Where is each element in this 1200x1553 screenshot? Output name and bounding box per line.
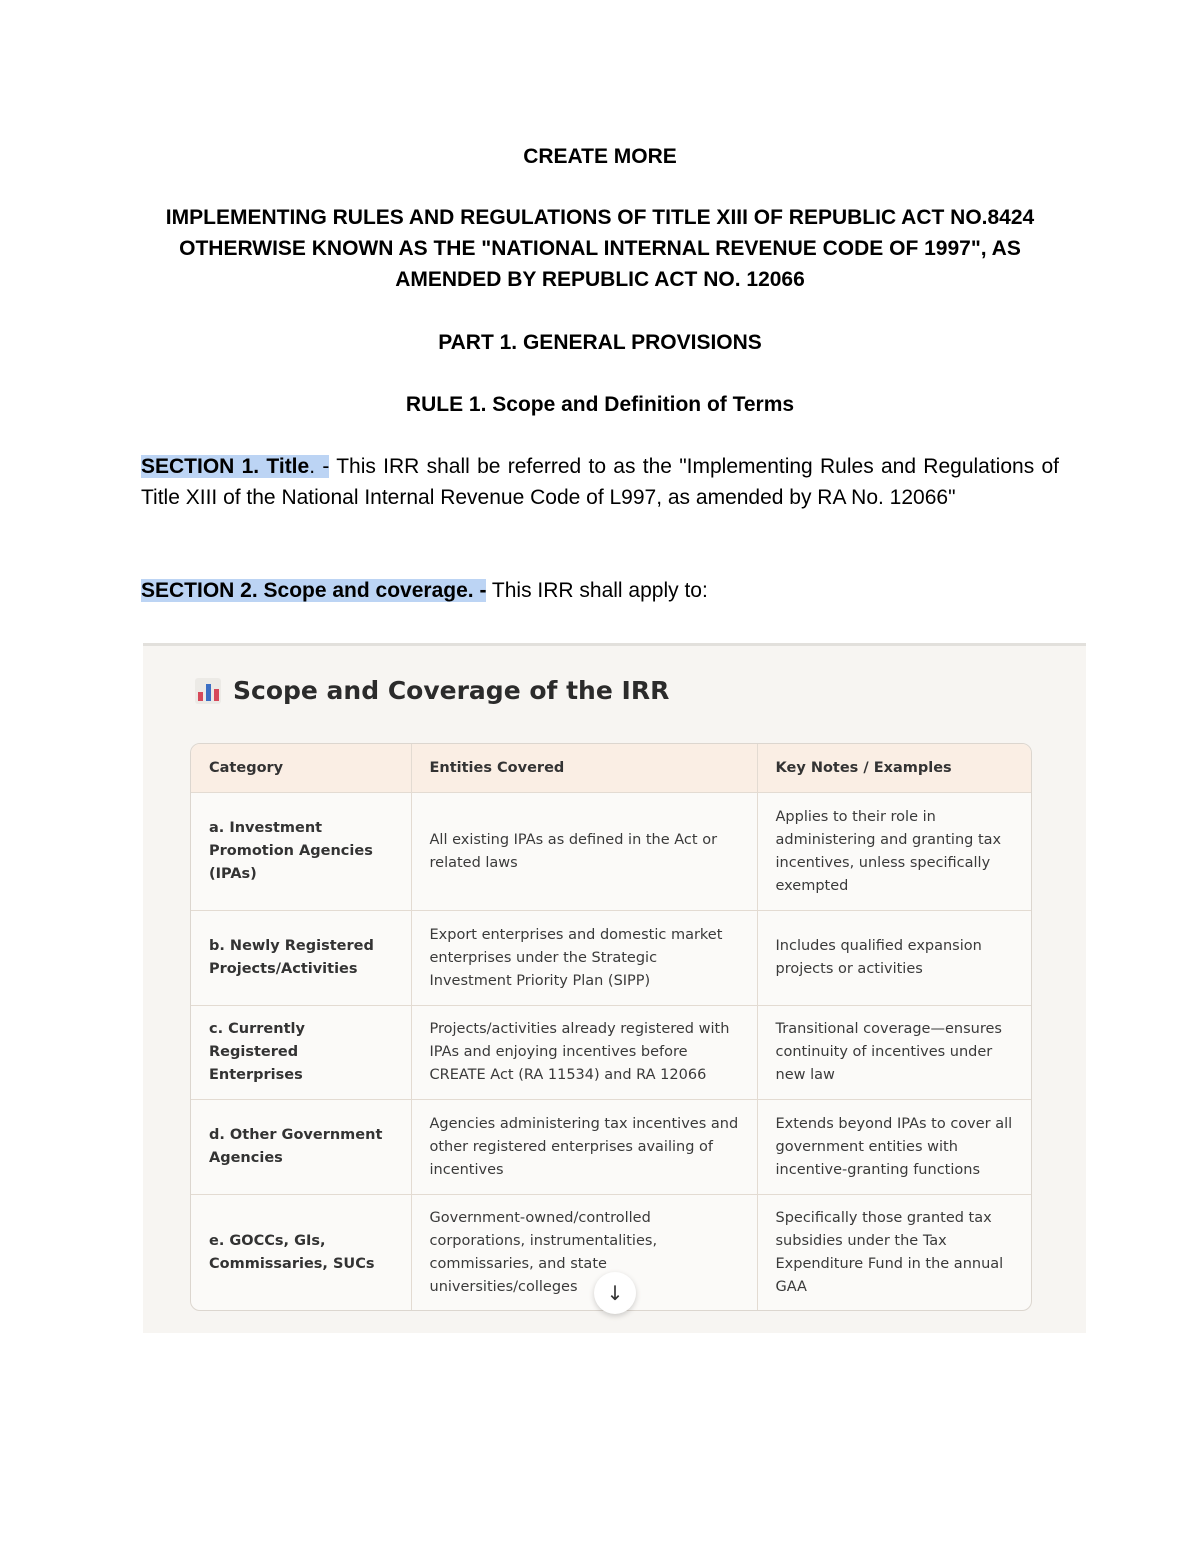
screenshot-title — [195, 676, 669, 705]
cell-category: a. Investment Promotion Agencies (IPAs) — [191, 793, 411, 911]
cell-entities: All existing IPAs as defined in the Act or related laws — [411, 793, 757, 911]
cell-category: b. Newly Registered Projects/Activities — [191, 911, 411, 1006]
cell-notes: Applies to their role in administering and granting tax incentives, unless specifically exempted — [757, 793, 1031, 911]
table-row — [191, 1006, 1031, 1100]
cell-notes: Extends beyond IPAs to cover all government entities with incentive-granting functions — [757, 1100, 1031, 1195]
table-row — [191, 1100, 1031, 1195]
document-title: CREATE MORE — [523, 145, 677, 168]
cell-notes: Transitional coverage—ensures continuity of incentives under new law — [757, 1006, 1031, 1100]
cell-notes: Specifically those granted tax subsidies under the Tax Expenditure Fund in the annual GAA — [775, 1209, 1004, 1295]
scroll-down-button[interactable] — [594, 1272, 636, 1314]
part-heading: PART 1. GENERAL PROVISIONS — [438, 331, 762, 354]
screenshot-title-text: Scope and Coverage of the IRR — [233, 676, 670, 705]
arrow-down-icon: ↓ — [606, 1281, 624, 1305]
cell-entities: Agencies administering tax incentives and other registered enterprises availing of incentives — [411, 1100, 757, 1195]
rule-heading: RULE 1. Scope and Definition of Terms — [405, 393, 795, 416]
cell-notes: Includes qualified expansion projects or activities — [757, 911, 1031, 1006]
embedded-screenshot — [143, 643, 1086, 1333]
header-entities: Entities Covered — [411, 744, 757, 793]
cell-entities: Government-owned/controlled corporations, instrumentalities, commissaries, and state universities/colleges — [411, 1195, 757, 1311]
section-1 — [141, 451, 1059, 513]
bar-chart-icon — [195, 678, 221, 704]
section-1-label: SECTION 1. Title — [141, 455, 310, 478]
table-row — [191, 911, 1031, 1006]
scope-table — [190, 743, 1032, 1311]
header-category: Category — [191, 744, 411, 793]
section-2-label: SECTION 2. Scope and coverage. - — [141, 579, 487, 602]
cell-category: d. Other Government Agencies — [191, 1100, 411, 1195]
section-1-text: This IRR shall be referred to as the "Implementing Rules and Regulations of Title XIII of the National Internal Revenue Code of L997, as amended by RA No. 12066" — [141, 455, 1059, 509]
header-notes: Key Notes / Examples — [757, 744, 1031, 793]
cell-entities: Projects/activities already registered with IPAs and enjoying incentives before CREATE Act (RA 11534) and RA 12066 — [411, 1006, 757, 1100]
section-2-text: This IRR shall apply to: — [486, 579, 708, 602]
table-header-row — [191, 744, 1031, 793]
section-1-dash: . - — [309, 455, 330, 478]
cell-category: e. GOCCs, GIs, Commissaries, SUCs — [191, 1195, 411, 1311]
table-row — [191, 793, 1031, 911]
cell-category: c. Currently Registered Enterprises — [191, 1006, 411, 1100]
section-2 — [141, 575, 1059, 606]
irr-title: IMPLEMENTING RULES AND REGULATIONS OF TITLE XIII OF REPUBLIC ACT NO.8424 OTHERWISE KNOWN AS THE "NATIONAL INTERNAL REVENUE CODE OF 1997", AS AMENDED BY REPUBLIC ACT NO. 12066 — [165, 206, 1035, 291]
cell-entities: Export enterprises and domestic market enterprises under the Strategic Investment Priority Plan (SIPP) — [411, 911, 757, 1006]
